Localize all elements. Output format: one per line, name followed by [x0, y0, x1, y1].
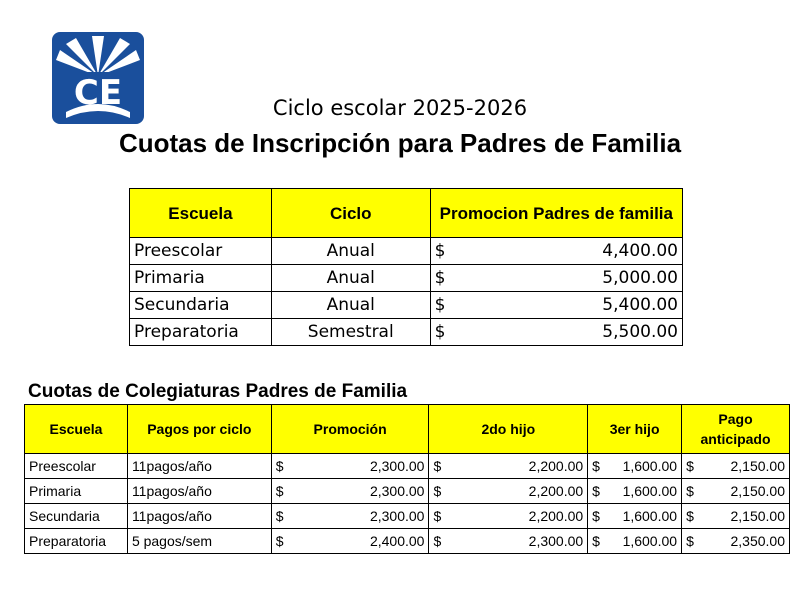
currency-symbol: $	[275, 458, 284, 474]
currency-symbol: $	[686, 533, 694, 549]
currency-symbol: $	[592, 533, 600, 549]
amount-value: 1,600.00	[622, 508, 678, 524]
pago-anticipado-cell	[682, 504, 790, 529]
currency-symbol: $	[686, 458, 694, 474]
table-row	[25, 529, 790, 554]
pagos-cell: 11pagos/año	[127, 479, 271, 504]
segundo-hijo-cell	[429, 504, 588, 529]
promocion-cell	[271, 479, 429, 504]
currency-symbol: $	[686, 483, 694, 499]
column-header: Pago anticipado	[682, 405, 790, 454]
pago-anticipado-cell	[682, 479, 790, 504]
column-header: Ciclo	[271, 189, 430, 238]
cycle-title: Ciclo escolar 2025-2026	[272, 96, 528, 120]
table-header-row	[25, 405, 790, 454]
amount-value: 2,200.00	[528, 508, 584, 524]
table-header-row	[130, 189, 683, 238]
monto-cell	[430, 265, 682, 292]
amount-value: 2,300.00	[369, 483, 425, 499]
table-row	[130, 292, 683, 319]
currency-symbol: $	[433, 508, 442, 524]
escuela-cell: Primaria	[130, 265, 272, 292]
column-header: Escuela	[25, 405, 128, 454]
tercer-hijo-cell	[588, 529, 682, 554]
ciclo-cell: Anual	[271, 265, 430, 292]
currency-symbol: $	[592, 458, 600, 474]
amount-value: 2,200.00	[528, 458, 584, 474]
amount-value: 5,400.00	[602, 295, 678, 315]
currency-symbol: $	[275, 508, 284, 524]
segundo-hijo-cell	[429, 529, 588, 554]
amount-value: 2,150.00	[730, 458, 785, 474]
amount-value: 4,400.00	[602, 241, 678, 261]
column-header: 2do hijo	[429, 405, 588, 454]
pago-anticipado-cell	[682, 454, 790, 479]
amount-value: 2,150.00	[730, 508, 785, 524]
segundo-hijo-cell	[429, 479, 588, 504]
pagos-cell: 11pagos/año	[127, 454, 271, 479]
tercer-hijo-cell	[588, 479, 682, 504]
pagos-cell: 11pagos/año	[127, 504, 271, 529]
column-header: 3er hijo	[588, 405, 682, 454]
currency-symbol: $	[686, 508, 694, 524]
column-header: Promoción	[271, 405, 429, 454]
escuela-cell: Preescolar	[25, 454, 128, 479]
table-row	[130, 319, 683, 346]
page-title: Cuotas de Inscripción para Padres de Familia	[118, 128, 682, 158]
amount-value: 2,350.00	[730, 533, 785, 549]
table-row	[25, 504, 790, 529]
escuela-cell: Preescolar	[130, 238, 272, 265]
promocion-cell	[271, 529, 429, 554]
amount-value: 2,300.00	[369, 458, 425, 474]
currency-symbol: $	[434, 241, 446, 261]
currency-symbol: $	[275, 533, 284, 549]
monto-cell	[430, 292, 682, 319]
tercer-hijo-cell	[588, 454, 682, 479]
amount-value: 2,200.00	[528, 483, 584, 499]
inscripcion-table	[129, 188, 683, 346]
escuela-cell: Secundaria	[130, 292, 272, 319]
promocion-cell	[271, 504, 429, 529]
table-row	[25, 454, 790, 479]
amount-value: 1,600.00	[622, 483, 678, 499]
amount-value: 2,150.00	[730, 483, 785, 499]
currency-symbol: $	[433, 458, 442, 474]
table-row	[130, 265, 683, 292]
monto-cell	[430, 319, 682, 346]
currency-symbol: $	[592, 508, 600, 524]
colegiaturas-table	[24, 404, 790, 554]
currency-symbol: $	[275, 483, 284, 499]
escuela-cell: Preparatoria	[25, 529, 128, 554]
table-row	[25, 479, 790, 504]
amount-value: 1,600.00	[622, 533, 678, 549]
ciclo-cell: Anual	[271, 238, 430, 265]
currency-symbol: $	[434, 322, 446, 342]
monto-cell	[430, 238, 682, 265]
escuela-cell: Preparatoria	[130, 319, 272, 346]
amount-value: 5,000.00	[602, 268, 678, 288]
ciclo-cell: Semestral	[271, 319, 430, 346]
column-header: Pagos por ciclo	[127, 405, 271, 454]
segundo-hijo-cell	[429, 454, 588, 479]
currency-symbol: $	[434, 295, 446, 315]
colegiaturas-title: Cuotas de Colegiaturas Padres de Familia	[28, 381, 408, 402]
tercer-hijo-cell	[588, 504, 682, 529]
currency-symbol: $	[592, 483, 600, 499]
pagos-cell: 5 pagos/sem	[127, 529, 271, 554]
currency-symbol: $	[433, 533, 442, 549]
ciclo-cell: Anual	[271, 292, 430, 319]
amount-value: 2,300.00	[528, 533, 584, 549]
table-row	[130, 238, 683, 265]
currency-symbol: $	[433, 483, 442, 499]
currency-symbol: $	[434, 268, 446, 288]
promocion-cell	[271, 454, 429, 479]
amount-value: 1,600.00	[622, 458, 678, 474]
column-header: Promocion Padres de familia	[430, 189, 682, 238]
escuela-cell: Secundaria	[25, 504, 128, 529]
escuela-cell: Primaria	[25, 479, 128, 504]
amount-value: 5,500.00	[602, 322, 678, 342]
pago-anticipado-cell	[682, 529, 790, 554]
amount-value: 2,400.00	[369, 533, 425, 549]
logo-text: CE	[73, 73, 123, 113]
column-header: Escuela	[130, 189, 272, 238]
amount-value: 2,300.00	[369, 508, 425, 524]
